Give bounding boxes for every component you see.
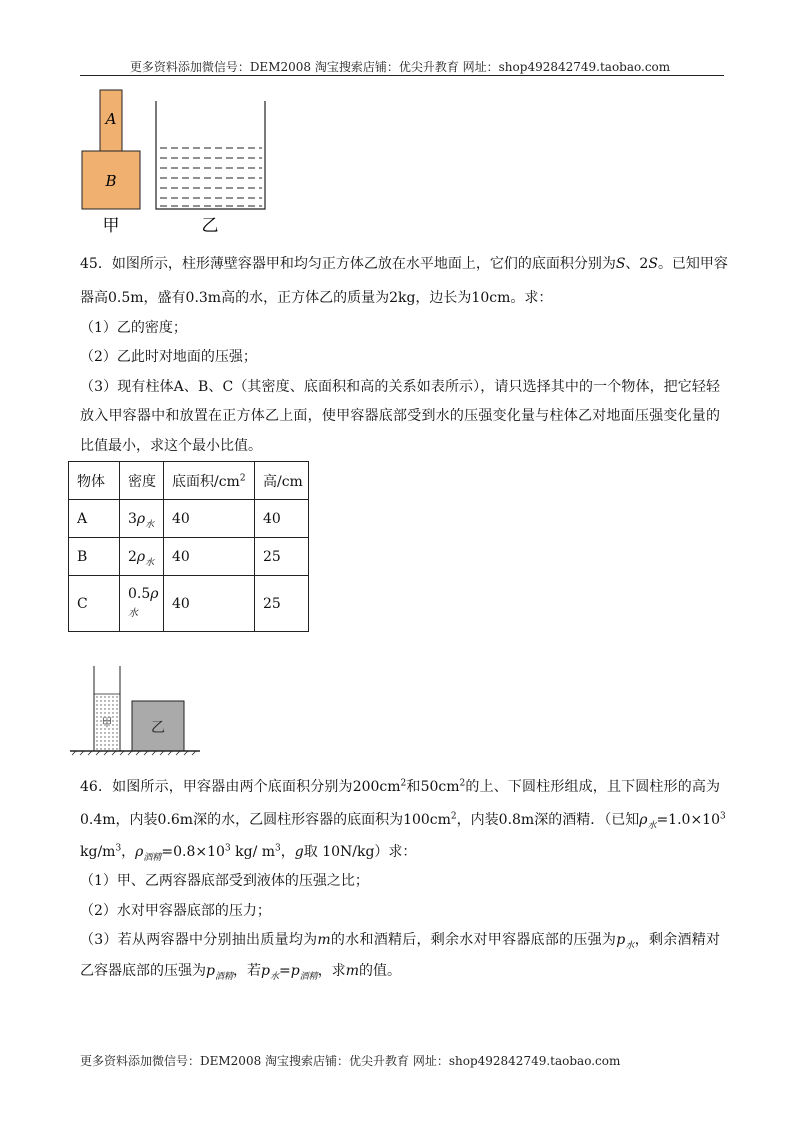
q46-sub1: （1）甲、乙两容器底部受到液体的压强之比； (80, 873, 369, 889)
table-header-row (69, 462, 309, 500)
q46-sub3-line1: （3）若从两容器中分别抽出质量均为m的水和酒精后，剩余水对甲容器底部的压强为$p_水$，剩余酒精对 (80, 932, 721, 951)
table-row (69, 576, 309, 632)
figure-blocks-svg (78, 86, 278, 236)
header-rule (80, 75, 724, 76)
water-lines (160, 148, 262, 206)
cell-density: 0.5ρ 水 (120, 576, 164, 632)
q45-sub1: （1）乙的密度； (80, 320, 187, 336)
cell-area: 40 (164, 576, 255, 632)
q46-sub3-line2: 乙容器底部的压强为$p_{酒精}$，若$p_水=p_{酒精}$，求m的值。 (80, 963, 401, 982)
q46-line2: 0.4m，内装0.6m深的水，乙圆柱形容器的底面积为$100cm^2$，内装0.8m深的酒精．（已知$\rho_水=1.0\times 10^3$ (80, 811, 726, 831)
figure-blocks-container (78, 86, 278, 236)
q45-sub3-line3: 比值最小，求这个最小比值。 (80, 438, 262, 454)
page-header: 更多资料添加微信号：DEM2008 淘宝搜索店铺：优尖升教育 网址：shop492842749.taobao.com (129, 60, 671, 74)
q45-sub2: （2）乙此时对地面的压强； (80, 349, 257, 365)
cell-name: B (69, 538, 120, 576)
cell-density: $3\rho_水$ (120, 500, 164, 538)
container-walls (156, 101, 265, 209)
block-b-label: B (105, 172, 117, 190)
figure-label-jia: 甲 (102, 216, 120, 236)
th-area: 底面积$/cm^2$ (164, 462, 255, 500)
cell-area: 40 (164, 538, 255, 576)
cell-height: 25 (255, 576, 309, 632)
q45-sub3-line2: 放入甲容器中和放置在正方体乙上面，使甲容器底部受到水的压强变化量与柱体乙对地面压强变化量的 (80, 408, 720, 424)
cell-height: 25 (255, 538, 309, 576)
figure-label-yi: 乙 (201, 216, 219, 236)
table-row (69, 500, 309, 538)
table-row (69, 538, 309, 576)
q46-line3: $kg/m^3$，$\rho_{酒精}=0.8\times 10^3$ kg/ $m^3$，g取 10N/kg）求： (80, 843, 417, 863)
cell-height: 40 (255, 500, 309, 538)
jia-label: 甲 (101, 716, 113, 729)
cell-area: 40 (164, 500, 255, 538)
cell-name: A (69, 500, 120, 538)
property-table (68, 461, 309, 632)
q45-line2: 器高0.5m，盛有0.3m高的水，正方体乙的质量为2kg，边长为10cm。求： (80, 290, 553, 306)
yi-label: 乙 (151, 720, 165, 736)
th-object: 物体 (69, 462, 120, 500)
q46-line1: 46．如图所示，甲容器由两个底面积分别为$200cm^2$和$50cm^2$的上、下圆柱形组成，且下圆柱形的高为 (80, 778, 721, 795)
cell-name: C (69, 576, 120, 632)
figure-ground-svg (68, 664, 204, 756)
q45-sub3-line1: （3）现有柱体A、B、C（其密度、底面积和高的关系如表所示），请只选择其中的一个物体，把它轻轻 (80, 379, 720, 395)
q46-sub2: （2）水对甲容器底部的压力； (80, 903, 271, 919)
q45-line1: 45．如图所示，柱形薄壁容器甲和均匀正方体乙放在水平地面上，它们的底面积分别为S、2S。已知甲容 (80, 256, 728, 272)
th-density: 密度 (120, 462, 164, 500)
cell-density: $2\rho_水$ (120, 538, 164, 576)
figure-container-block (68, 664, 204, 756)
th-height: 高/cm (255, 462, 309, 500)
block-a-label: A (105, 110, 117, 128)
page-footer: 更多资料添加微信号：DEM2008 淘宝搜索店铺：优尖升教育 网址：shop492842749.taobao.com (80, 1054, 621, 1068)
